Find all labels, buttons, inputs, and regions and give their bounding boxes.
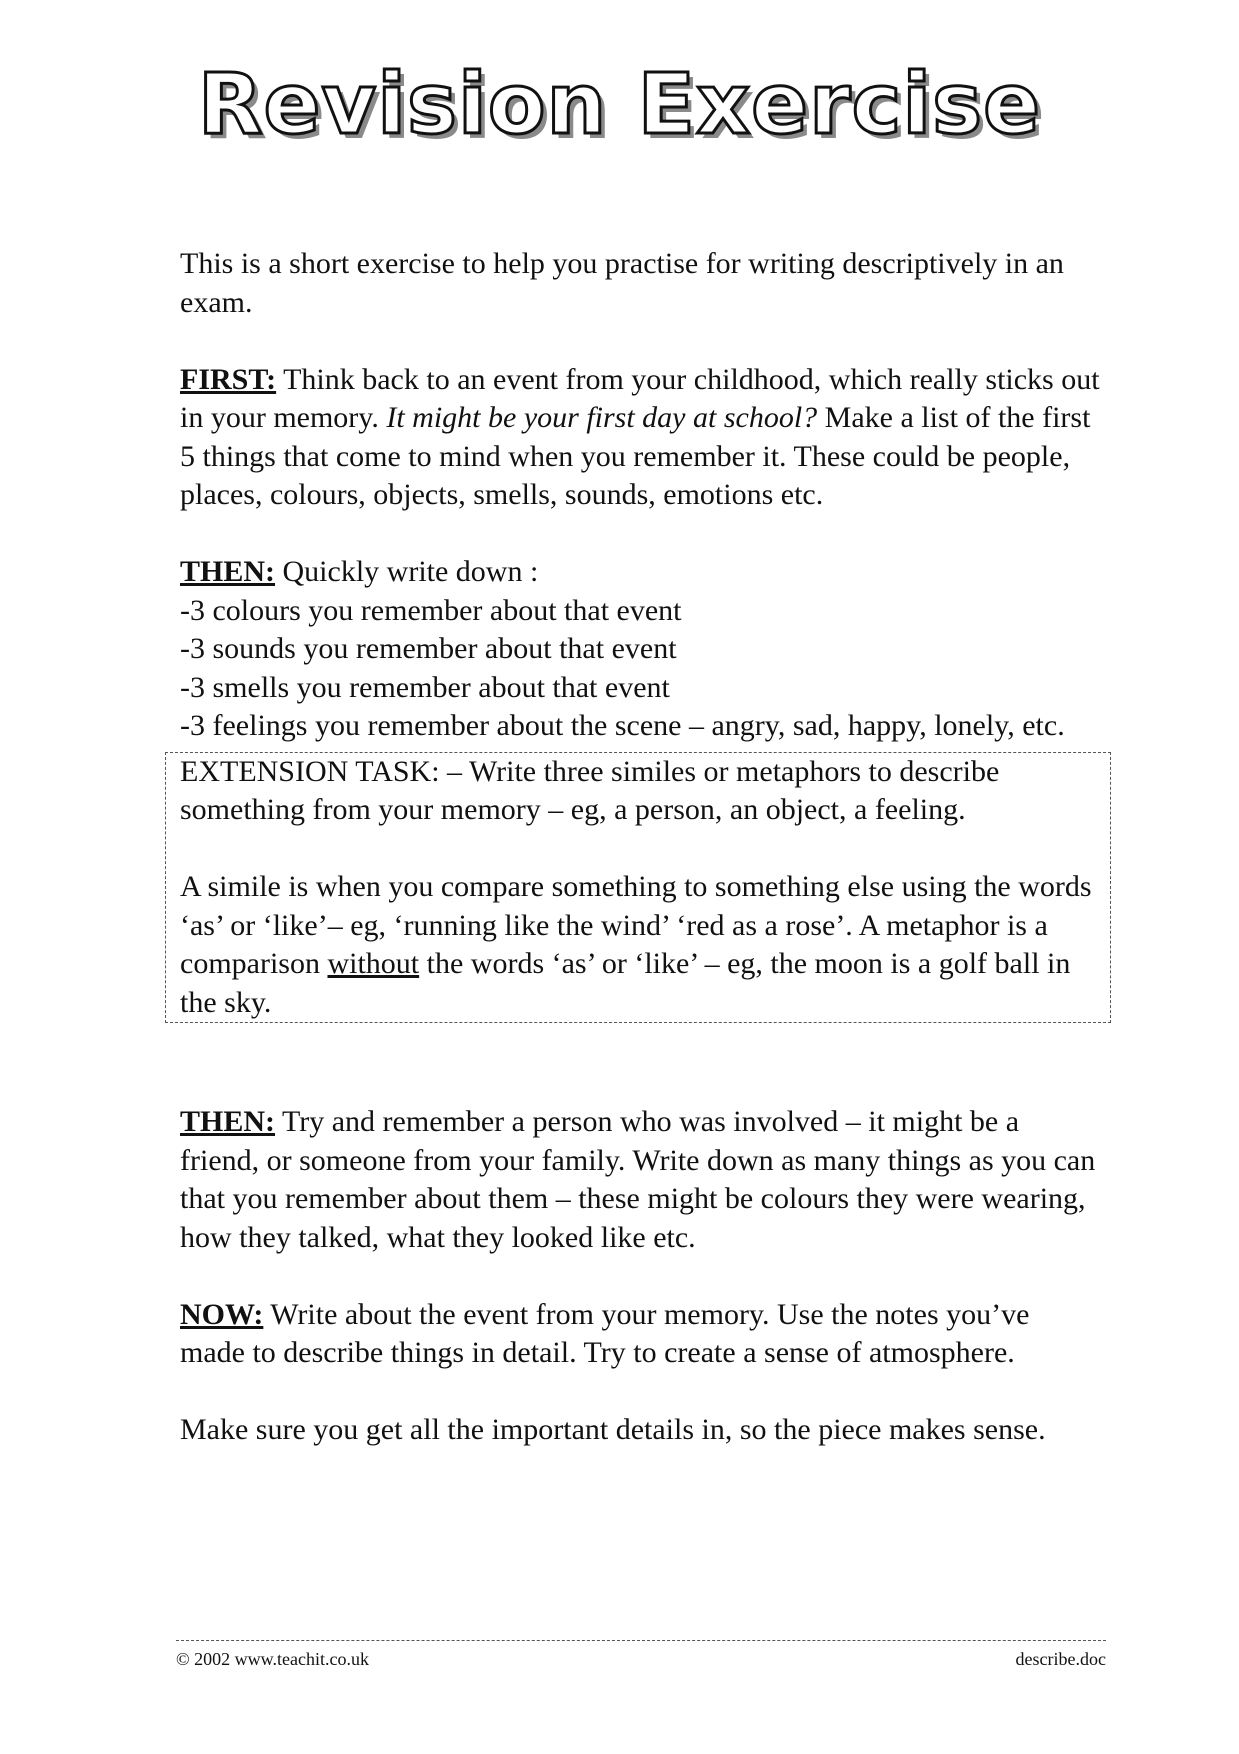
list-item: -3 smells you remember about that event bbox=[180, 670, 670, 704]
now-text: Write about the event from your memory. Use the notes you’ve made to describe things in detail. Try to create a sense of atmosphere. bbox=[180, 1297, 1030, 1369]
footer-copyright: © 2002 www.teachit.co.uk bbox=[176, 1649, 369, 1669]
extension-task-box bbox=[165, 752, 1111, 1024]
first-label: FIRST: bbox=[180, 362, 277, 396]
then-label-1: THEN: bbox=[180, 555, 276, 588]
simile-metaphor-paragraph bbox=[180, 868, 1110, 1022]
page-title: Revision Exercise bbox=[197, 55, 1042, 153]
first-text-1: Think back to an event from your childhood, which really sticks out in your memory. bbox=[180, 362, 1100, 434]
list-item: -3 feelings you remember about the scene – angry, sad, happy, lonely, etc. bbox=[180, 709, 1065, 742]
list-item: -3 sounds you remember about that event bbox=[180, 632, 677, 665]
extension-task-paragraph: EXTENSION TASK: – Write three similes or metaphors to describe something from your memory – eg, a person, an object, a feeling. bbox=[180, 754, 1000, 826]
metaphor-text: the words ‘as’ or ‘like’ – eg, the moon is a golf ball in the sky. bbox=[180, 947, 1071, 1019]
now-label: NOW: bbox=[180, 1297, 264, 1331]
footer-filename: describe.doc bbox=[1015, 1649, 1106, 1669]
first-example: It might be your first day at school? bbox=[386, 401, 818, 434]
then-text-2: Try and remember a person who was involved – it might be a friend, or someone from your family. Write down as many things as you can that you remember about them – these might be colours they were wearing, how they talked, what they looked like etc. bbox=[180, 1105, 1096, 1254]
simile-text: A simile is when you compare something to something else using the words ‘as’ or ‘like’– eg, ‘running like the wind’ ‘red as a rose’. A metaphor is a comparison bbox=[180, 870, 1092, 980]
first-instruction bbox=[180, 361, 1100, 515]
then-instruction-1 bbox=[180, 553, 1100, 746]
without-underlined: without bbox=[327, 947, 420, 980]
now-instruction bbox=[180, 1296, 1100, 1373]
intro-paragraph: This is a short exercise to help you practise for writing descriptively in an exam. bbox=[180, 247, 1064, 319]
list-item: -3 colours you remember about that event bbox=[180, 593, 682, 627]
then-text-1: Quickly write down : bbox=[275, 555, 539, 588]
worksheet-body bbox=[180, 245, 1100, 1488]
page-footer bbox=[176, 1640, 1106, 1670]
closing-paragraph: Make sure you get all the important details in, so the piece makes sense. bbox=[180, 1413, 1046, 1446]
first-text-2: Make a list of the first 5 things that come to mind when you remember it. These could be people, places, colours, objects, smells, sounds, emotions etc. bbox=[180, 401, 1091, 511]
then-instruction-2 bbox=[180, 1103, 1100, 1257]
then-label-2: THEN: bbox=[180, 1105, 276, 1138]
